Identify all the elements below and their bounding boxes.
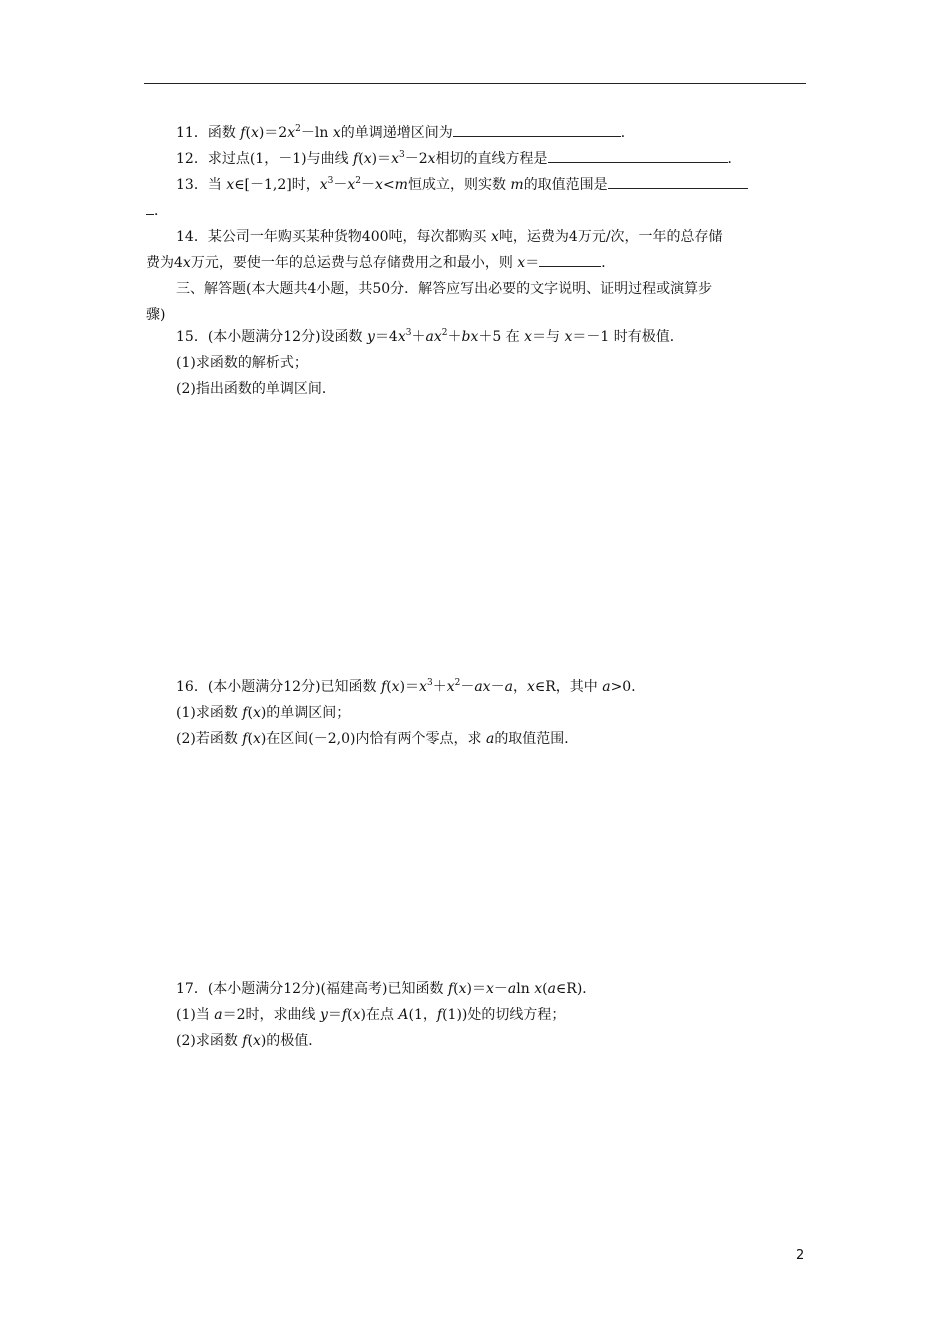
q14-text: 万元，要使一年的总运费与总存储费用之和最小，则	[190, 255, 518, 271]
answer-blank-13[interactable]	[608, 172, 748, 189]
q17-var: A	[398, 1007, 409, 1023]
q12-text: ．	[727, 151, 742, 167]
q16-exponent: 3	[426, 678, 433, 688]
answer-blank-11[interactable]	[453, 120, 621, 137]
question-14-continued	[146, 250, 808, 276]
q12-text: －2	[404, 151, 428, 167]
q17-text: ＝2时，求曲线	[222, 1007, 320, 1023]
q14-text: ＝	[525, 255, 540, 271]
q16-text: －	[460, 679, 475, 695]
q13-text: －	[361, 177, 376, 193]
question-13-continued	[146, 198, 808, 224]
question-15	[176, 324, 684, 402]
question-16-stem	[176, 674, 645, 700]
question-17	[176, 976, 596, 1054]
q13-text: <	[382, 177, 395, 193]
q13-text: 的取值范围是	[523, 177, 608, 193]
q11-var: x	[332, 125, 341, 141]
question-15-part-2: (2)指出函数的单调区间．	[176, 381, 336, 397]
q11-text: ．	[620, 125, 635, 141]
q17-text: ln	[516, 981, 535, 997]
q16-var: x	[419, 679, 427, 695]
q14-var: x	[517, 255, 526, 271]
q15-text: ＋	[411, 329, 426, 345]
q15-var: x	[524, 329, 533, 345]
q12-number: 12．	[176, 151, 208, 167]
question-15-part-1: (1)求函数的解析式；	[176, 355, 308, 371]
q15-var: ax	[425, 329, 442, 345]
q17-var: a	[214, 1007, 223, 1023]
q14-number: 14．	[176, 229, 208, 245]
q17-var: f	[447, 981, 454, 997]
question-15-stem	[176, 324, 684, 350]
q16-text: (1)求函数	[176, 705, 243, 721]
q15-text: ＝4	[374, 329, 398, 345]
q16-var: x	[391, 679, 400, 695]
q12-text: 相切的直线方程是	[435, 151, 548, 167]
q17-var: a	[507, 981, 517, 997]
q17-text: )在点	[360, 1007, 399, 1023]
q16-text: ，	[512, 679, 527, 695]
q17-text: )＝	[466, 981, 486, 997]
q12-var: x	[391, 151, 399, 167]
q13-var: x	[226, 177, 235, 193]
q16-exponent: 2	[454, 678, 461, 688]
q16-text: (	[247, 731, 253, 747]
q16-text: (2)若函数	[176, 731, 243, 747]
q16-var: x	[446, 679, 455, 695]
q14-text: 某公司一年购买某种货物400吨，每次都购买	[207, 229, 491, 245]
q13-var: x	[347, 177, 356, 193]
q16-text: )的单调区间；	[260, 705, 351, 721]
q15-exponent: 2	[441, 328, 448, 338]
section-3-heading: 三、解答题(本大题共4小题，共50分．解答应写出必要的文字说明、证明过程或演算步	[176, 281, 713, 297]
q16-var: x	[526, 679, 535, 695]
q16-var: f	[242, 705, 248, 721]
q13-exponent: 2	[355, 176, 362, 186]
q15-var: bx	[461, 329, 479, 345]
q16-text: 16．(本小题满分12分)已知函数	[176, 679, 382, 695]
q13-text: ∈[－1,2]时，	[234, 177, 320, 193]
q17-text: 17．(本小题满分12分)(福建高考)已知函数	[176, 981, 448, 997]
q14-var: x	[491, 229, 499, 245]
q17-var: y	[320, 1007, 328, 1023]
q11-exponent: 2	[295, 124, 301, 134]
q16-text: )＝	[399, 679, 420, 695]
q13-var: x	[375, 177, 383, 193]
section-3-heading-continued: 骤)	[146, 307, 166, 323]
q13-text: －	[333, 177, 348, 193]
question-11	[146, 120, 808, 146]
q13-var: m	[394, 177, 408, 193]
q17-text: (2)求函数	[176, 1033, 243, 1049]
q17-var: f	[242, 1033, 248, 1049]
q16-text: (	[386, 679, 392, 695]
q17-text: －	[493, 981, 508, 997]
q17-var: x	[485, 981, 494, 997]
q16-var: a	[504, 679, 513, 695]
q14-text: ．	[601, 255, 616, 271]
question-16-part-2	[176, 726, 645, 752]
q17-var: x	[252, 1033, 261, 1049]
q13-var: m	[510, 177, 524, 193]
questions-fill-in	[146, 120, 808, 328]
q15-var: x	[397, 329, 406, 345]
q15-text: ＋5 在	[478, 329, 525, 345]
q16-text: －	[490, 679, 505, 695]
q17-text: ∈R)．	[555, 981, 597, 997]
question-17-part-1	[176, 1002, 596, 1028]
q13-text: ．	[154, 203, 168, 219]
answer-blank-14[interactable]	[539, 250, 601, 267]
q17-text: (	[453, 981, 459, 997]
q16-var: ax	[474, 679, 491, 695]
q13-text: 当	[207, 177, 227, 193]
q17-text: (1，	[408, 1007, 437, 1023]
q13-text: 恒成立，则实数	[407, 177, 511, 193]
q12-text: )＝	[371, 151, 392, 167]
q15-text: ＝－1 时有极值．	[572, 329, 684, 345]
q17-var: x	[534, 981, 543, 997]
q12-var: x	[427, 151, 436, 167]
q16-var: a	[602, 679, 611, 695]
q16-var: f	[381, 679, 387, 695]
q16-text: ＋	[432, 679, 447, 695]
q11-text: 的单调递增区间为	[340, 125, 453, 141]
q11-var: x	[287, 125, 296, 141]
q11-text: )＝2	[258, 125, 288, 141]
answer-blank-12[interactable]	[548, 146, 728, 163]
q17-text: (1))处的切线方程；	[442, 1007, 566, 1023]
q17-var: f	[341, 1007, 348, 1023]
q11-text: 函数	[207, 125, 241, 141]
header-rule	[144, 83, 806, 84]
q17-text: (1)当	[176, 1007, 215, 1023]
question-17-stem	[176, 976, 596, 1002]
q12-exponent: 3	[398, 150, 405, 160]
q16-var: a	[485, 731, 495, 747]
q12-text: 求过点(1，－1)与曲线	[207, 151, 354, 167]
q13-var: x	[319, 177, 328, 193]
q15-text: ＋	[447, 329, 462, 345]
q16-var: x	[252, 705, 261, 721]
q16-text: )在区间(－2,0)内恰有两个零点，求	[260, 731, 486, 747]
q16-var: x	[252, 731, 261, 747]
q14-text: 吨，运费为4万元/次，一年的总存储	[498, 229, 723, 245]
q17-text: (	[247, 1033, 253, 1049]
question-16	[176, 674, 645, 752]
q13-number: 13．	[176, 177, 208, 193]
q15-exponent: 3	[405, 328, 412, 338]
q16-text: 的取值范围．	[494, 731, 579, 747]
q11-var: f	[240, 125, 246, 141]
question-14	[146, 224, 808, 250]
question-17-part-2	[176, 1028, 596, 1054]
q11-number: 11．	[176, 125, 208, 141]
q16-text: (	[247, 705, 253, 721]
q17-var: f	[436, 1007, 443, 1023]
q14-var: x	[182, 255, 191, 271]
q13-exponent: 3	[327, 176, 334, 186]
q17-var: x	[458, 981, 467, 997]
q15-var: x	[564, 329, 573, 345]
q11-var: x	[250, 125, 259, 141]
q17-var: a	[547, 981, 556, 997]
page-number: 2	[796, 1248, 805, 1263]
q16-text: >0．	[610, 679, 646, 695]
question-12	[146, 146, 808, 172]
q15-text: 15．(本小题满分12分)设函数	[176, 329, 368, 345]
q16-var: f	[242, 731, 248, 747]
q12-var: f	[353, 151, 359, 167]
q16-text: ∈R，其中	[534, 679, 603, 695]
q11-text: －ln	[300, 125, 333, 141]
q17-text: ＝	[327, 1007, 342, 1023]
question-13	[146, 172, 808, 198]
q15-text: ＝与	[532, 329, 565, 345]
q17-text: (	[542, 981, 548, 997]
q17-var: x	[352, 1007, 361, 1023]
q12-text: (	[358, 151, 364, 167]
q11-text: (	[245, 125, 251, 141]
answer-blank-13-end[interactable]	[146, 198, 154, 215]
q12-var: x	[363, 151, 372, 167]
question-16-part-1	[176, 700, 645, 726]
q15-var: y	[367, 329, 375, 345]
q14-text: 费为4	[146, 255, 183, 271]
q17-text: (	[347, 1007, 353, 1023]
q17-text: )的极值．	[260, 1033, 323, 1049]
